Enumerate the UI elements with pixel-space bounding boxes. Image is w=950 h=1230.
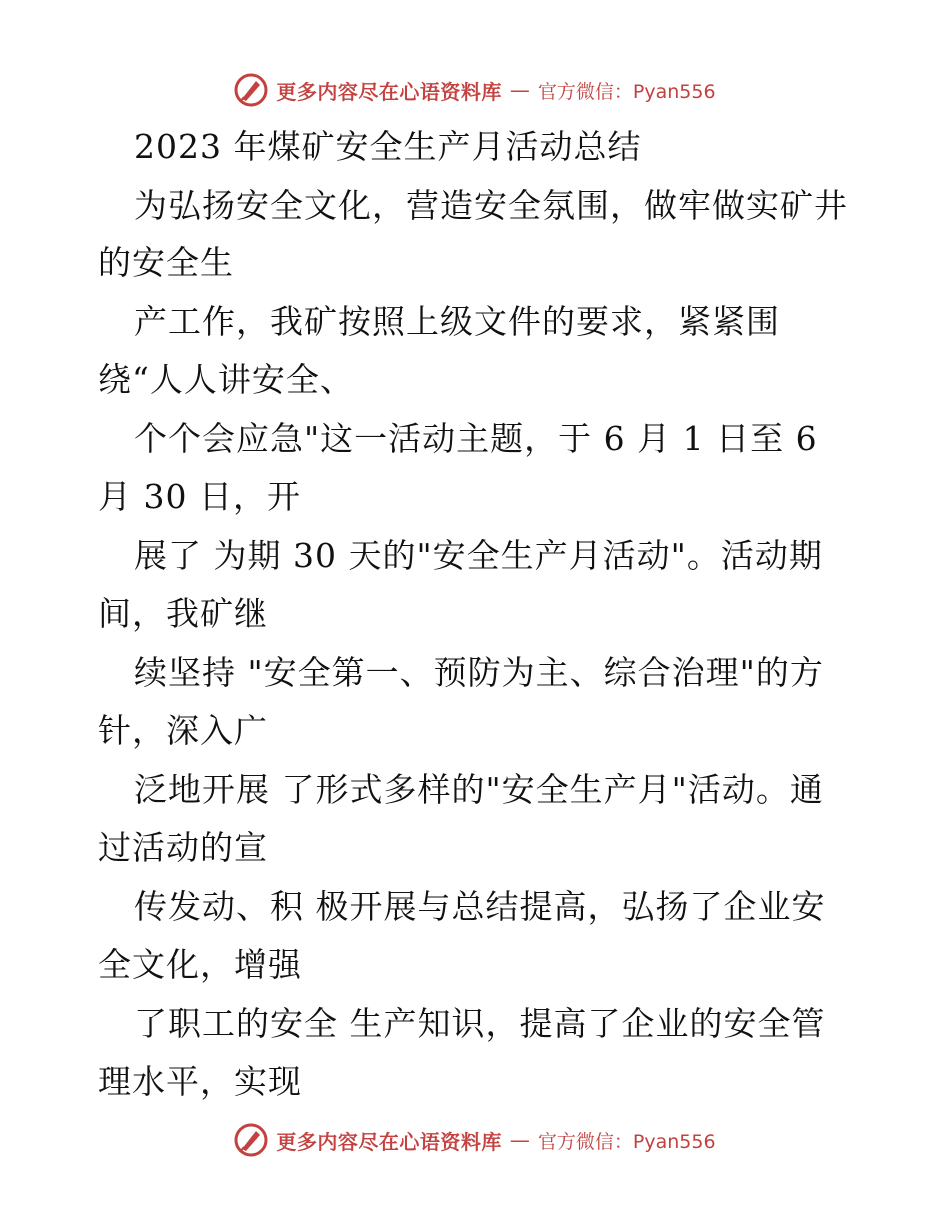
document-title: 2023 年煤矿安全生产月活动总结 (134, 127, 642, 166)
text-line: 绕“人人讲安全、 (98, 360, 354, 399)
text-line: 理水平，实现 (98, 1062, 302, 1101)
text-line: 月 30 日，开 (98, 477, 301, 516)
watermark-contact: 官方微信：Pyan556 (537, 80, 716, 103)
watermark-text: 更多内容尽在心语资料库 (276, 79, 502, 104)
text-line: 了职工的安全 生产知识，提高了企业的安全管 (134, 1004, 826, 1043)
quill-logo-icon (234, 1123, 268, 1157)
text-line: 产工作，我矿按照上级文件的要求，紧紧围 (134, 302, 780, 341)
text-line: 全文化，增强 (98, 945, 302, 984)
text-line: 针，深入广 (98, 711, 268, 750)
watermark-contact: 官方微信：Pyan556 (537, 1130, 716, 1153)
text-line: 的安全生 (98, 243, 234, 282)
text-line: 续坚持 "安全第一、预防为主、综合治理"的方 (134, 653, 824, 692)
quill-logo-icon (234, 73, 268, 107)
text-line: 为弘扬安全文化，营造安全氛围，做牢做实矿井 (134, 186, 848, 225)
watermark-text: 更多内容尽在心语资料库 (276, 1129, 502, 1154)
watermark-separator: — (509, 78, 530, 102)
text-line: 间，我矿继 (98, 594, 268, 633)
text-line: 个个会应急"这一活动主题，于 6 月 1 日至 6 (134, 419, 818, 458)
watermark-separator: — (509, 1128, 530, 1152)
text-line: 传发动、积 极开展与总结提高，弘扬了企业安 (134, 887, 826, 926)
text-line: 过活动的宣 (98, 828, 268, 867)
footer-watermark (0, 1120, 950, 1160)
text-line: 泛地开展 了形式多样的"安全生产月"活动。通 (134, 770, 824, 809)
text-line: 展了 为期 30 天的"安全生产月活动"。活动期 (134, 536, 823, 575)
header-watermark (0, 70, 950, 110)
